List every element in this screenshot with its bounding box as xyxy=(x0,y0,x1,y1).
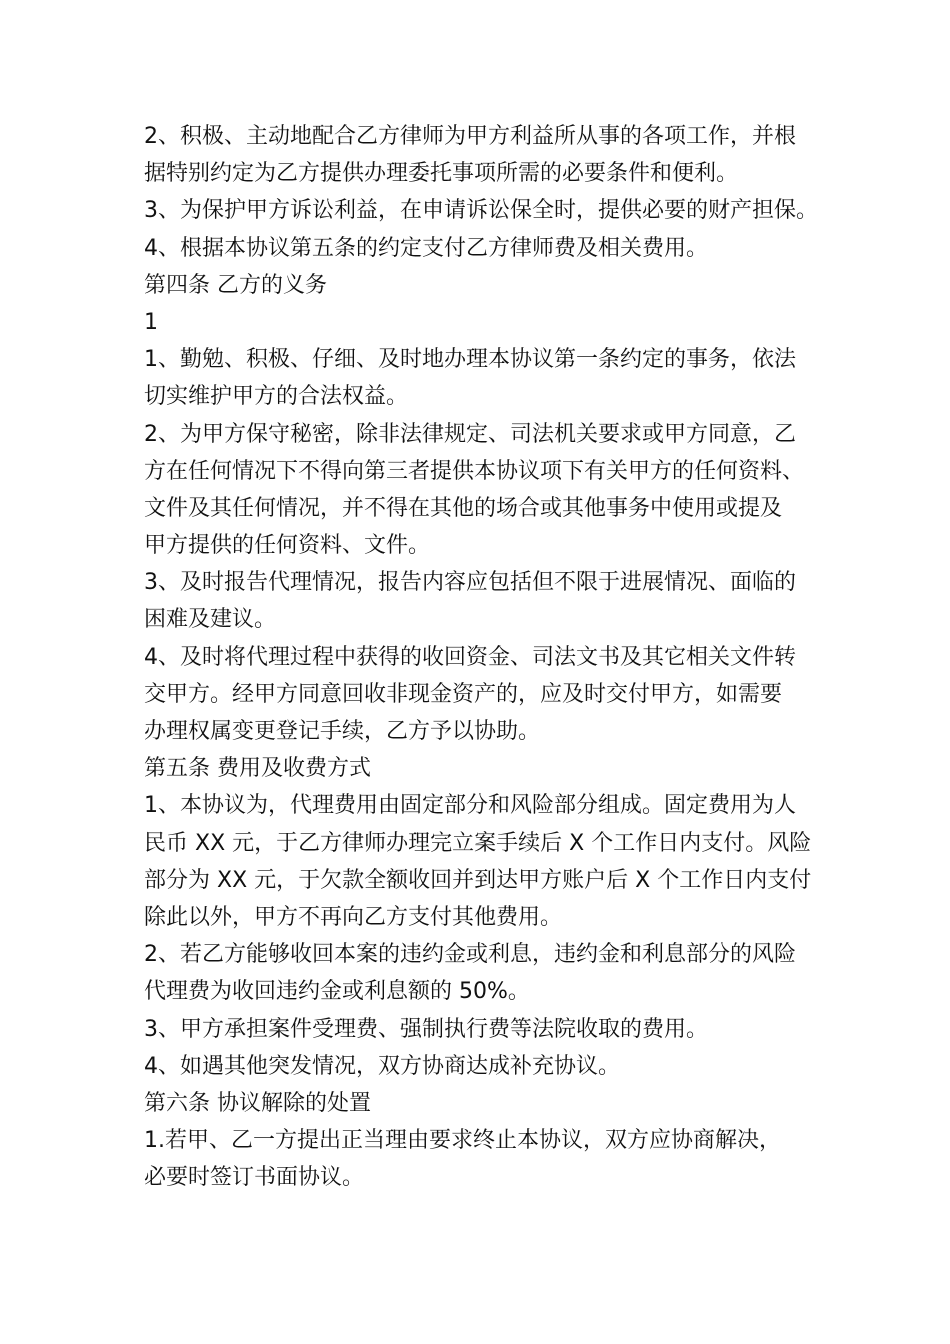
text-line: 1、本协议为，代理费用由固定部分和风险部分组成。固定费用为人 xyxy=(144,793,796,819)
text-line: 3、及时报告代理情况，报告内容应包括但不限于进展情况、面临的 xyxy=(144,570,796,596)
text-line: 民币 XX 元，于乙方律师办理完立案手续后 X 个工作日内支付。风险 xyxy=(144,830,812,856)
text-line: 方在任何情况下不得向第三者提供本协议项下有关甲方的任何资料、 xyxy=(144,458,805,484)
text-line: 2、若乙方能够收回本案的违约金或利息，违约金和利息部分的风险 xyxy=(144,942,796,968)
section-heading-article-4: 第四条 乙方的义务 xyxy=(144,272,327,298)
text-line: 办理权属变更登记手续，乙方予以协助。 xyxy=(144,719,541,744)
text-line: 切实维护甲方的合法权益。 xyxy=(144,384,409,410)
section-heading-article-5: 第五条 费用及收费方式 xyxy=(144,756,371,782)
document-body xyxy=(144,118,844,1196)
text-line: 3、为保护甲方诉讼利益，在申请诉讼保全时，提供必要的财产担保。 xyxy=(144,198,818,224)
text-line: 2、积极、主动地配合乙方律师为甲方利益所从事的各项工作，并根 xyxy=(144,124,796,149)
text-line: 文件及其任何情况，并不得在其他的场合或其他事务中使用或提及 xyxy=(144,495,783,521)
text-line: 除此以外，甲方不再向乙方支付其他费用。 xyxy=(144,904,563,930)
text-line: 困难及建议。 xyxy=(144,607,277,633)
text-line: 1、勤勉、积极、仔细、及时地办理本协议第一条约定的事务，依法 xyxy=(144,347,796,373)
text-line: 代理费为收回违约金或利息额的 50%。 xyxy=(144,979,530,1005)
text-line: 部分为 XX 元，于欠款全额收回并到达甲方账户后 X 个工作日内支付 xyxy=(144,867,812,893)
section-heading-article-6: 第六条 协议解除的处置 xyxy=(144,1090,371,1116)
text-line: 1.若甲、乙一方提出正当理由要求终止本协议，双方应协商解决， xyxy=(144,1128,781,1154)
text-line: 3、甲方承担案件受理费、强制执行费等法院收取的费用。 xyxy=(144,1016,708,1042)
text-line: 2、为甲方保守秘密，除非法律规定、司法机关要求或甲方同意，乙 xyxy=(144,421,796,447)
text-line: 1 xyxy=(144,309,158,335)
text-line: 据特别约定为乙方提供办理委托事项所需的必要条件和便利。 xyxy=(144,161,739,187)
text-line: 甲方提供的任何资料、文件。 xyxy=(144,533,431,559)
text-line: 4、根据本协议第五条的约定支付乙方律师费及相关费用。 xyxy=(144,235,708,261)
text-line: 4、如遇其他突发情况，双方协商达成补充协议。 xyxy=(144,1053,620,1079)
text-line: 必要时签订书面协议。 xyxy=(144,1165,365,1191)
text-line: 交甲方。经甲方同意回收非现金资产的，应及时交付甲方，如需要 xyxy=(144,681,783,707)
text-line: 4、及时将代理过程中获得的收回资金、司法文书及其它相关文件转 xyxy=(144,644,796,670)
